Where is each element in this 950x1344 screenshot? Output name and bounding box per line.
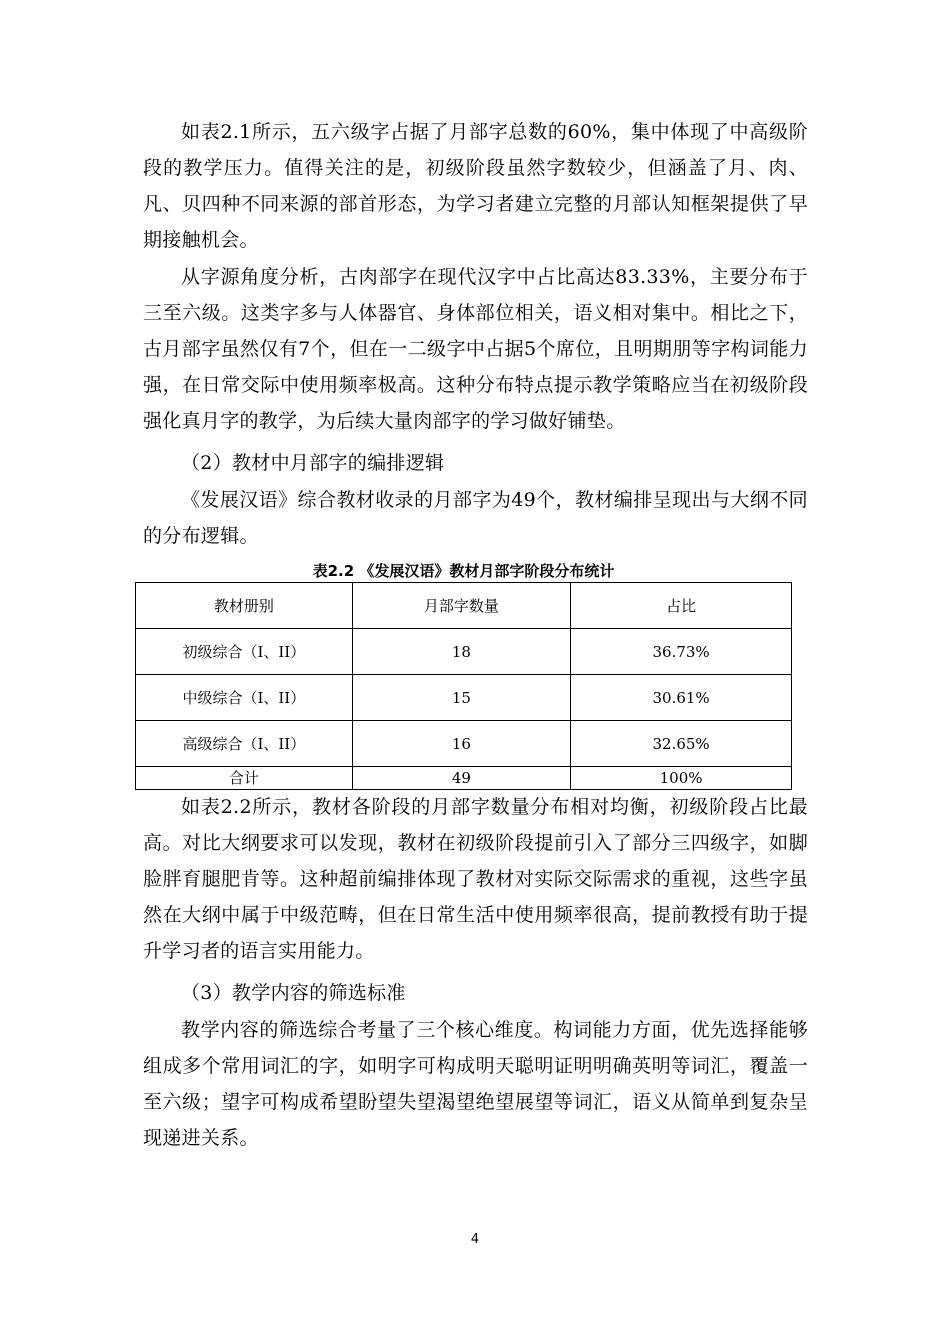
table-cell: 15 bbox=[352, 675, 571, 721]
table-header-cell: 月部字数量 bbox=[352, 583, 571, 629]
paragraph-table-2-1-analysis: 如表2.1所示，五六级字占据了月部字总数的60%，集中体现了中高级阶段的教学压力。值得关注的是，初级阶段虽然字数较少，但涵盖了月、肉、凡、贝四种不同来源的部首形态，为学习者建立完整的月部认知框架提供了早期接触机会。 bbox=[143, 121, 808, 251]
paragraph-table-2-2-analysis: 如表2.2所示，教材各阶段的月部字数量分布相对均衡，初级阶段占比最高。对比大纲要求可以发现，教材在初级阶段提前引入了部分三四级字，如脚脸胖育腿肥肯等。这种超前编排体现了教材对实际交际需求的重视，这些字虽然在大纲中属于中级范畴，但在日常生活中使用频率很高，提前教授有助于提升学习者的语言实用能力。 bbox=[143, 796, 808, 962]
page-number: 4 bbox=[470, 1232, 480, 1247]
table-cell: 30.61% bbox=[571, 675, 792, 721]
table-caption: 表2.2 《发展汉语》教材月部字阶段分布统计 bbox=[312, 562, 615, 580]
table-header-row bbox=[136, 583, 792, 629]
table-row bbox=[136, 721, 792, 767]
table-cell: 36.73% bbox=[571, 629, 792, 675]
distribution-table bbox=[135, 582, 792, 790]
paragraph-etymology-analysis: 从字源角度分析，古肉部字在现代汉字中占比高达83.33%，主要分布于三至六级。这类字多与人体器官、身体部位相关，语义相对集中。相比之下，古月部字虽然仅有7个，但在一二级字中占据5个席位，且明期朋等字构词能力强，在日常交际中使用频率极高。这种分布特点提示教学策略应当在初级阶段强化真月字的教学，为后续大量肉部字的学习做好铺垫。 bbox=[143, 266, 808, 432]
table-total-row bbox=[136, 767, 792, 790]
table-row bbox=[136, 675, 792, 721]
table-cell: 初级综合（I、II） bbox=[136, 629, 353, 675]
table-cell: 100% bbox=[571, 767, 792, 790]
table-row bbox=[136, 629, 792, 675]
section-heading-textbook-logic: （2）教材中月部字的编排逻辑 bbox=[181, 452, 445, 474]
table-header-cell: 占比 bbox=[571, 583, 792, 629]
table-cell: 高级综合（I、II） bbox=[136, 721, 353, 767]
table-cell: 49 bbox=[352, 767, 571, 790]
paragraph-selection-criteria: 教学内容的筛选综合考量了三个核心维度。构词能力方面，优先选择能够组成多个常用词汇的字，如明字可构成明天聪明证明明确英明等词汇，覆盖一至六级；望字可构成希望盼望失望渴望绝望展望等词汇，语义从简单到复杂呈现递进关系。 bbox=[143, 1019, 808, 1149]
paragraph-textbook-intro: 《发展汉语》综合教材收录的月部字为49个，教材编排呈现出与大纲不同的分布逻辑。 bbox=[143, 489, 808, 547]
table-cell: 16 bbox=[352, 721, 571, 767]
section-heading-selection-criteria: （3）教学内容的筛选标准 bbox=[181, 982, 406, 1004]
table-cell: 32.65% bbox=[571, 721, 792, 767]
table-cell: 18 bbox=[352, 629, 571, 675]
table-header-cell: 教材册别 bbox=[136, 583, 353, 629]
table-cell: 中级综合（I、II） bbox=[136, 675, 353, 721]
table-cell: 合计 bbox=[136, 767, 353, 790]
